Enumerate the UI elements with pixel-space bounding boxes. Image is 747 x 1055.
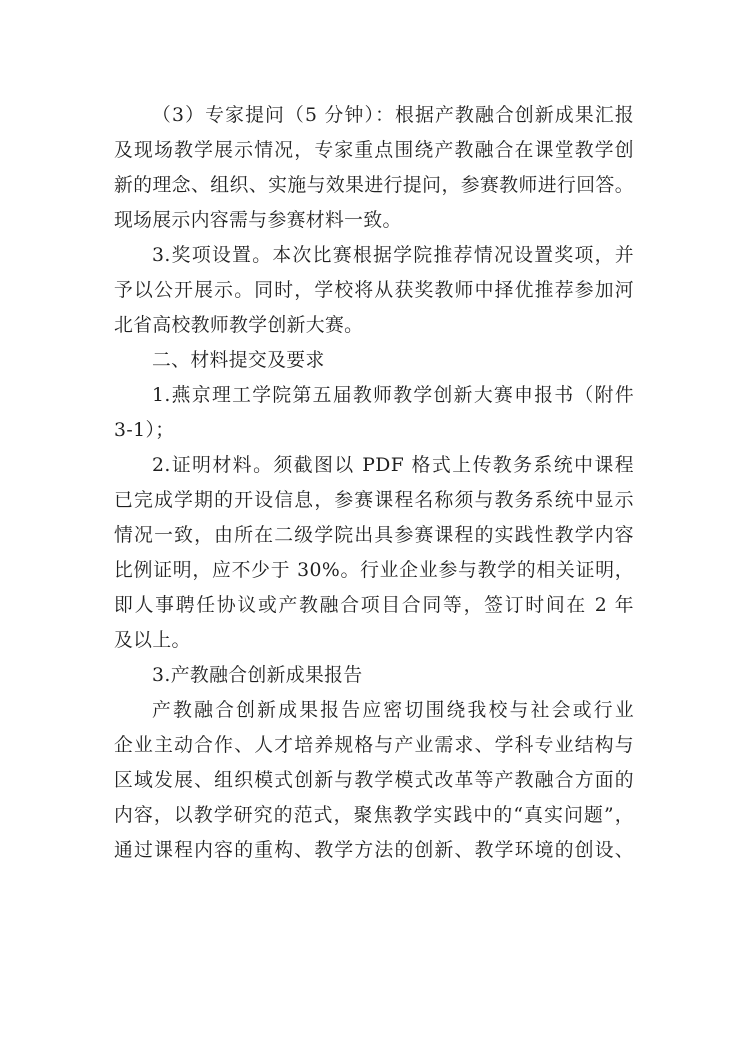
text-line: 2.证明材料。须截图以 PDF 格式上传教务系统中课程 — [152, 455, 634, 476]
section-heading: 二、材料提交及要求 — [152, 350, 325, 371]
text-line: 通过课程内容的重构、教学方法的创新、教学环境的创设、 — [114, 840, 634, 861]
text-line: 区域发展、组织模式创新与教学模式改革等产教融合方面的 — [114, 770, 634, 791]
text-line: 3-1）； — [114, 420, 175, 441]
text-line: 及现场教学展示情况，专家重点围绕产教融合在课堂教学创 — [114, 140, 634, 161]
document-body — [114, 98, 634, 868]
text-line: 新的理念、组织、实施与效果进行提问，参赛教师进行回答。 — [114, 175, 634, 196]
text-line: 即人事聘任协议或产教融合项目合同等，签订时间在 2 年 — [114, 595, 634, 616]
text-line: 1.燕京理工学院第五届教师教学创新大赛申报书（附件 — [152, 385, 634, 406]
text-line: 产教融合创新成果报告应密切围绕我校与社会或行业 — [152, 700, 634, 721]
text-line: 内容，以教学研究的范式，聚焦教学实践中的“真实问题”， — [114, 805, 634, 826]
text-line: 已完成学期的开设信息，参赛课程名称须与教务系统中显示 — [114, 490, 634, 511]
text-line: 3.奖项设置。本次比赛根据学院推荐情况设置奖项，并 — [152, 245, 634, 266]
text-line: 现场展示内容需与参赛材料一致。 — [114, 210, 402, 231]
text-line: 比例证明，应不少于 30%。行业企业参与教学的相关证明， — [114, 560, 634, 581]
text-line: 情况一致，由所在二级学院出具参赛课程的实践性教学内容 — [114, 525, 634, 546]
text-line: 予以公开展示。同时，学校将从获奖教师中择优推荐参加河 — [114, 280, 634, 301]
text-line: 企业主动合作、人才培养规格与产业需求、学科专业结构与 — [114, 735, 634, 756]
text-line: （3）专家提问（5 分钟）：根据产教融合创新成果汇报 — [152, 105, 634, 126]
text-line: 及以上。 — [114, 630, 191, 651]
text-line: 北省高校教师教学创新大赛。 — [114, 315, 364, 336]
subsection-heading: 3.产教融合创新成果报告 — [152, 665, 363, 686]
